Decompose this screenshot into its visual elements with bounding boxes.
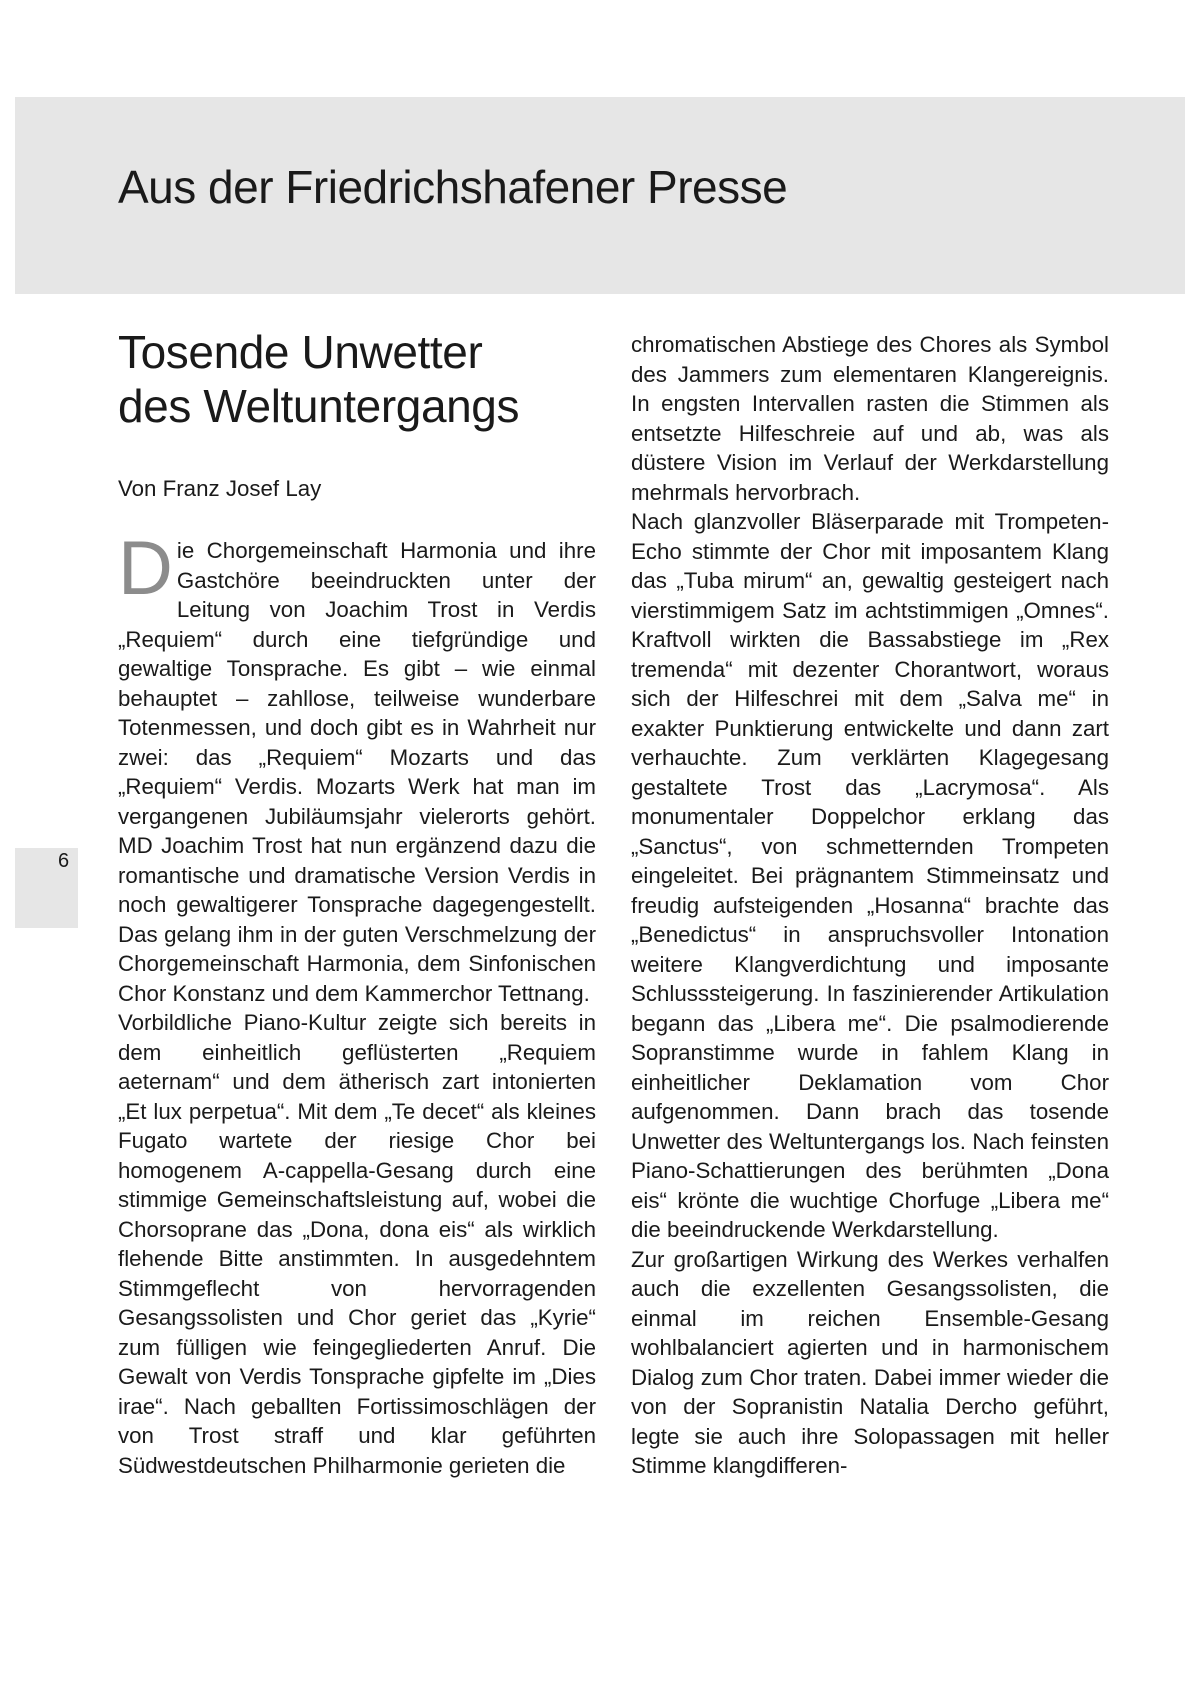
paragraph-blaeserparade: Nach glanzvoller Bläserparade mit Trompeten-Echo stimmte der Chor mit imposantem Klang das „Tuba mirum“ an, gewaltig gesteigert nach vierstimmigem Satz im achtstimmigen „Omnes“. Kraftvoll wirkten die Bassabstiege im „Rex tremenda“ mit dezenter Chorantwort, woraus sich der Hilfeschrei mit dem „Salva me“ in exakter Punktierung entwickelte und dann zart verhauchte. Zum verklärten Klagegesang gestaltete Trost das „Lacrymosa“. Als monumentaler Doppelchor erklang das „Sanctus“, von schmetternden Trompeten eingeleitet. Bei prägnantem Stimmeinsatz und freudig aufsteigenden „Hosanna“ brachte das „Benedictus“ in anspruchsvoller Intonation weitere Klangverdichtung und imposante Schlusssteigerung. In faszinierender Artikulation begann das „Libera me“. Die psalmodierende Sopranstimme wurde in fahlem Klang in einheitlicher Deklamation vom Chor aufgenommen. Dann brach das tosende Unwetter des Weltuntergangs los. Nach feinsten Piano-Schattierungen des berühmten „Dona eis“ krönte die wuchtige Chorfuge „Libera me“ die beeindruckende Werkdarstellung. — [631, 509, 1109, 1242]
article-column-right — [631, 330, 1109, 1481]
paragraph-piano-kultur: Vorbildliche Piano-Kultur zeigte sich bereits in dem einheitlich geflüsterten „Requiem aeternam“ und dem ätherisch zart intonierten „Et lux perpetua“. Mit dem „Te decet“ als kleines Fugato wartete der riesige Chor bei homogenem A-cappella-Gesang durch eine stimmige Gemeinschaftsleistung auf, wobei die Chorsoprane das „Dona, dona eis“ als wirklich flehende Bitte anstimmten. In ausgedehntem Stimmgeflecht von hervorragenden Gesangssolisten und Chor geriet das „Kyrie“ zum fülligen wie feingegliederten Anruf. Die Gewalt von Verdis Tonsprache gipfelte im „Dies irae“. Nach geballten Fortissimoschlägen der von Trost straff und klar geführten Südwestdeutschen Philharmonie gerieten die — [118, 1010, 596, 1478]
drop-cap: D — [118, 526, 173, 611]
article-title-line-2: des Weltuntergangs — [118, 380, 520, 432]
paragraph-gesangssolisten: Zur großartigen Wirkung des Werkes verhalfen auch die exzellenten Gesangssolisten, die einmal im reichen Ensemble-Gesang wohlbalanciert agierten und in harmonischem Dialog zum Chor traten. Dabei immer wieder die von der Sopranistin Natalia Dercho geführt, legte sie auch ihre Solopassagen mit heller Stimme klangdifferen- — [631, 1246, 1109, 1478]
paragraph-intro-text: ie Chorgemeinschaft Harmonia und ihre Gastchöre beeindruckten unter der Leitung von Joachim Trost in Verdis „Requiem“ durch eine tiefgründige und gewaltige Tonsprache. Es gibt – wie einmal behauptet – zahllose, teilweise wunderbare Totenmessen, und doch gibt es in Wahrheit nur zwei: das „Requiem“ Mozarts und das „Requiem“ Verdis. Mozarts Werk hat man im vergangenen Jubiläumsjahr vielerorts gehört. MD Joachim Trost hat nun ergänzend dazu die romantische und dramatische Version Verdis in noch gewaltigerer Tonsprache dagegengestellt. Das gelang ihm in der guten Verschmelzung der Chorgemeinschaft Harmonia, dem Sinfonischen Chor Konstanz und dem Kammerchor Tettnang. — [118, 538, 596, 1006]
paragraph-piano-kultur-continued: chromatischen Abstiege des Chores als Symbol des Jammers zum elementaren Klangereignis. In engsten Intervallen rasten die Stimmen als entsetzte Hilfeschreie auf und ab, was als düstere Vision im Verlauf der Werkdarstellung mehrmals hervorbrach. — [631, 332, 1109, 505]
section-title: Aus der Friedrichshafener Presse — [118, 161, 788, 213]
article-title — [118, 325, 519, 433]
article-title-line-1: Tosende Unwetter — [118, 326, 483, 378]
page-number: 6 — [58, 850, 70, 872]
byline: Von Franz Josef Lay — [118, 476, 322, 501]
paragraph-intro — [118, 526, 596, 1008]
article-column-left — [118, 526, 596, 1480]
